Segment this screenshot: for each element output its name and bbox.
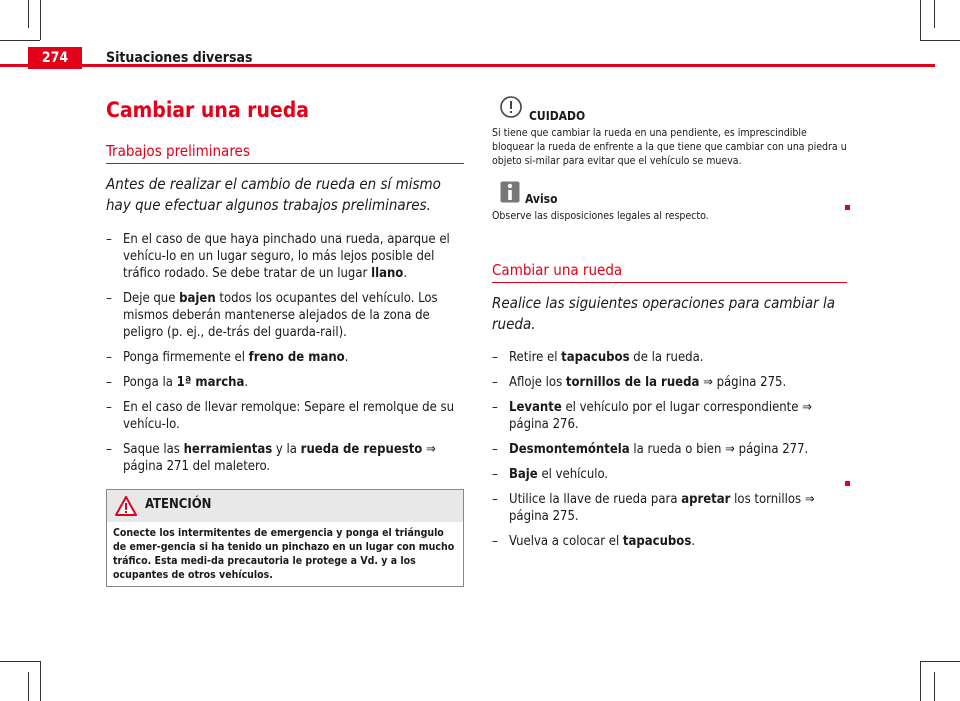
list-dash: –: [106, 232, 112, 247]
step-text: En el caso de llevar remolque: Separe el remolque de su vehícu-lo.: [123, 400, 455, 432]
step-text: Utilice la llave de rueda para: [509, 492, 682, 507]
list-item: [492, 349, 847, 366]
step-text: Vuelva a colocar el: [509, 534, 623, 549]
crop-mark: [920, 661, 960, 662]
crop-mark: [28, 0, 29, 28]
crop-mark: [0, 661, 40, 662]
emphasis-text: rueda de repuesto: [300, 442, 423, 457]
section-heading: Trabajos preliminares: [106, 141, 464, 164]
step-text: la rueda o bien: [629, 442, 726, 457]
emphasis-text: bajen: [179, 291, 216, 306]
list-dash: –: [492, 534, 498, 549]
step-text: Deje que: [123, 291, 180, 306]
note-text: Observe las disposiciones legales al respecto.: [492, 210, 709, 222]
right-column: [492, 96, 847, 558]
emphasis-text: Baje: [509, 467, 538, 482]
emphasis-text: Desmonte: [509, 442, 576, 457]
emphasis-text: herramientas: [183, 442, 273, 457]
list-item: [492, 466, 847, 483]
intro-text: Antes de realizar el cambio de rueda en sí mismo hay que efectuar algunos trabajos preliminares.: [106, 175, 441, 214]
caution-text: Si tiene que cambiar la rueda en una pendiente, es imprescindible bloquear la rueda de enfrente a la que tiene que cambiar con una piedra u objeto si-milar para evitar que el vehículo se mueva.: [492, 127, 847, 167]
crop-mark: [40, 0, 41, 40]
list-dash: –: [106, 400, 112, 415]
left-column: [106, 96, 464, 587]
list-dash: –: [106, 375, 112, 390]
crop-mark: [920, 40, 960, 41]
end-marker: [845, 205, 850, 210]
list-item: [106, 374, 464, 391]
list-dash: –: [492, 492, 498, 507]
crop-mark: [920, 0, 921, 40]
list-item: [492, 491, 847, 525]
list-item: [106, 441, 464, 475]
note-header: [492, 181, 847, 205]
step-text: todos los ocupantes del vehículo. Los mismos deberán mantenerse alejados de la zona de peligro (p. ej., de-trás del guarda-rail).: [123, 291, 438, 340]
list-item: [492, 441, 847, 458]
emphasis-text: llano: [371, 266, 404, 281]
step-text: Afloje los: [509, 375, 566, 390]
step-text: y la: [272, 442, 301, 457]
list-item: [106, 349, 464, 366]
page-title: Cambiar una rueda: [106, 98, 310, 122]
page-number: 274: [28, 47, 82, 69]
list-item: [106, 399, 464, 433]
note-title: Aviso: [525, 192, 558, 206]
step-text: Ponga la: [123, 375, 177, 390]
crop-mark: [934, 672, 935, 701]
emphasis-text: apretar: [681, 492, 731, 507]
list-dash: –: [492, 375, 498, 390]
warning-header: [107, 490, 463, 522]
list-dash: –: [492, 350, 498, 365]
emphasis-text: 1ª marcha: [176, 375, 245, 390]
step-text: .: [403, 266, 408, 281]
step-text: Saque las: [123, 442, 184, 457]
step-text: .: [691, 534, 696, 549]
step-text: el vehículo.: [537, 467, 609, 482]
exclamation-circle-icon: [500, 96, 522, 118]
step-list: [106, 231, 464, 475]
step-text: Ponga firmemente el: [123, 350, 249, 365]
warning-box: [106, 489, 464, 587]
list-dash: –: [106, 442, 112, 457]
section-heading: Cambiar una rueda: [492, 260, 847, 283]
running-title: Situaciones diversas: [106, 50, 253, 66]
step-text: ⇒ página 271 del maletero.: [123, 442, 436, 474]
crop-mark: [920, 661, 921, 701]
info-icon: [500, 181, 520, 203]
step-text: de la rueda.: [629, 350, 704, 365]
crop-mark: [28, 672, 29, 701]
emphasis-text: tapacubos: [561, 350, 630, 365]
crop-mark: [0, 40, 40, 41]
list-dash: –: [106, 350, 112, 365]
emphasis-text: tapacubos: [622, 534, 692, 549]
crop-mark: [40, 661, 41, 701]
caution-header: [492, 96, 847, 123]
step-text: .: [344, 350, 349, 365]
list-item: [492, 374, 847, 391]
list-item: [106, 290, 464, 341]
list-dash: –: [492, 467, 498, 482]
emphasis-text: móntela: [575, 442, 630, 457]
list-dash: –: [492, 442, 498, 457]
list-item: [492, 399, 847, 433]
intro-text: Realice las siguientes operaciones para cambiar la rueda.: [492, 294, 835, 333]
step-text: .: [244, 375, 249, 390]
warning-title: ATENCIÓN: [145, 497, 212, 512]
step-text: el vehículo por el lugar correspondiente ⇒ página 276.: [509, 400, 812, 432]
end-marker: [845, 481, 850, 486]
list-item: [106, 231, 464, 282]
step-list: [492, 349, 847, 550]
warning-triangle-icon: [115, 496, 137, 516]
crop-mark: [934, 0, 935, 28]
step-text: ⇒ página 277.: [725, 442, 809, 457]
list-dash: –: [106, 291, 112, 306]
emphasis-text: Levante: [509, 400, 562, 415]
list-dash: –: [492, 400, 498, 415]
emphasis-text: freno de mano: [248, 350, 345, 365]
emphasis-text: tornillos de la rueda: [565, 375, 700, 390]
list-item: [492, 533, 847, 550]
step-text: Retire el: [509, 350, 562, 365]
caution-title: CUIDADO: [529, 109, 586, 123]
step-text: los tornillos ⇒ página 275.: [509, 492, 815, 524]
warning-text: Conecte los intermitentes de emergencia y ponga el triángulo de emer-gencia si ha tenido un pinchazo en un lugar con mucho tráfico. Esta medi-da precautoria le protege a Vd. y a los ocupantes de otros vehículos.: [113, 527, 455, 581]
step-text: En el caso de que haya pinchado una rueda, aparque el vehícu-lo en un lugar seguro, lo más lejos posible del tráfico rodado. Se debe tratar de un lugar: [123, 232, 450, 281]
step-text: ⇒ página 275.: [699, 375, 787, 390]
